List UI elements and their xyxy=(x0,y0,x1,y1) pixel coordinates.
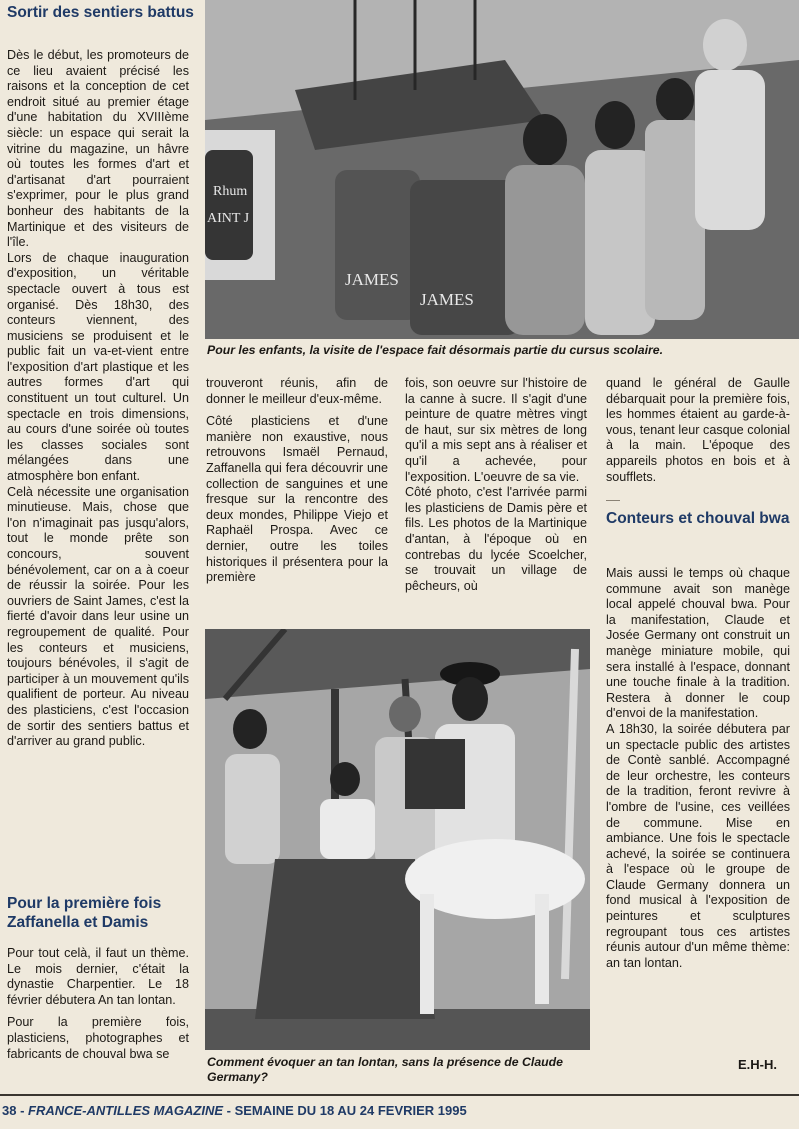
paragraph: trouveront réunis, afin de donner le meilleur d'eux-même. xyxy=(206,376,388,406)
photo-carousel-musicians-image xyxy=(205,629,590,1050)
photo-children-barrels-image xyxy=(205,0,799,339)
paragraph: Pour la première fois, plasticiens, photographes et fabricants de chouval bwa se xyxy=(7,1015,189,1061)
paragraph: Lors de chaque inauguration d'exposition, un véritable spectacle ouvert à tous est organisé. Dès 18h30, des conteurs viennent, des musiciens se produisent et le public fait un va-et-vient entre l'exposition d'art plastique et les autres formes d'art qui constituent un tout culturel. Un spectacle en trois dimensions, au cours d'une soirée où toutes les classes sociales sont mélangées dans une atmosphère bon enfant. xyxy=(7,250,189,484)
column-2-text xyxy=(206,376,388,586)
caption-top-photo: Pour les enfants, la visite de l'espace fait désormais partie du cursus scolaire. xyxy=(207,343,664,357)
barrel-label: Rhum xyxy=(213,184,248,199)
page-number: 38 - xyxy=(2,1103,29,1118)
heading-conteurs: Conteurs et chouval bwa xyxy=(606,510,790,527)
paragraph: Mais aussi le temps où chaque commune avait son manège local appelé chouval bwa. Pour la manifestation, Claude et Josée Germany ont construit un manège miniature mobile, qui sera installé à l'espace, donnant une touche finale à la tradition. Restera à donner le coup d'envoi de la manifestation. xyxy=(606,566,790,721)
paragraph: Celà nécessite une organisation minutieuse. Mais, chose que l'on n'imaginait pas jusqu'alors, tout le monde prête son concours, souvent bénévolement, car on a à coeur de réussir la soirée. Pour les ouvriers de Saint James, c'est la fierté d'avoir dans leur usine un regroupement de qualité. Pour les conteurs et musiciens, toujours bénévoles, il s'agit de participer à un mouvement qu'ils qualifient de porteur. Au niveau des plasticiens, c'est l'occasion de sortir des sentiers battus et d'arriver au grand public. xyxy=(7,484,189,749)
column-1-text xyxy=(7,48,189,750)
column-4-text xyxy=(606,376,790,485)
column-1-text-b xyxy=(7,946,189,1062)
heading-sortir-des-sentiers: Sortir des sentiers battus xyxy=(7,4,194,21)
photo-carousel-musicians xyxy=(205,629,590,1050)
footer-rule xyxy=(0,1094,799,1096)
magazine-name: FRANCE-ANTILLES MAGAZINE xyxy=(28,1103,224,1118)
photo-children-barrels xyxy=(205,0,799,339)
author-signature: E.H-H. xyxy=(738,1057,777,1072)
paragraph: quand le général de Gaulle débarquait pour la première fois, les hommes étaient au garde-à-vous, tenant leur casque colonial à la main. L'époque des appareils photos en bois et à soufflets. xyxy=(606,376,790,484)
column-4-text-b xyxy=(606,566,790,971)
heading-premiere-fois: Pour la première fois Zaffanella et Damis xyxy=(7,895,162,931)
paragraph: Dès le début, les promoteurs de ce lieu avaient précisé les raisons et la conception de cet endroit situé au premier étage d'une habitation du XVIIIème siècle: un espace qui serait la vitrine du magazine, un hâvre où toutes les formes d'art et d'artisanat d'art pourraient s'exprimer, pour le plus grand bonheur des habitants de la Martinique et des visiteurs de l'île. xyxy=(7,48,189,250)
paragraph: fois, son oeuvre sur l'histoire de la canne à sucre. Il s'agit d'une peinture de quatre mètres vingt de haut, sur six mètres de long qu'il a mis sept ans à réaliser et qu'il a achevée, pour l'exposition. L'oeuvre de sa vie. xyxy=(405,376,587,484)
paragraph: Côté photo, c'est l'arrivée parmi les plasticiens de Damis père et fils. Les photos de la Martinique d'antan, à l'époque où en contrebas du lycée Scoelcher, se trouvait un village de pêcheurs, où xyxy=(405,485,587,593)
barrel-label: AINT J xyxy=(207,211,250,226)
barrel-label: JAMES xyxy=(345,270,399,289)
column-3-text xyxy=(405,376,587,594)
caption-bottom-photo: Comment évoquer an tan lontan, sans la présence de Claude Germany? xyxy=(207,1055,564,1084)
issue-week: - SEMAINE DU 18 AU 24 FEVRIER 1995 xyxy=(223,1103,467,1118)
page-footer xyxy=(2,1103,467,1118)
barrel-label: JAMES xyxy=(420,290,474,309)
paragraph: Pour tout celà, il faut un thème. Le mois dernier, c'était la dynastie Charpentier. Le 18 février débutera An tan lontan. xyxy=(7,946,189,1007)
paragraph: A 18h30, la soirée débutera par un spectacle public des artistes de Contè sanblé. Accompagné de leur orchestre, les conteurs de la tradition, feront revivre à l'ombre de l'usine, ces veillées de commune. Mise en ambiance. Une fois le spectacle achevé, la soirée se continuera à l'espace où le groupe de Claude Germany donnera un fond musical à l'exposition de peintures et sculptures regroupant tous ces artistes réunis autour d'un même thème: an tan lontan. xyxy=(606,721,790,970)
section-divider xyxy=(606,500,620,501)
paragraph: Côté plasticiens et d'une manière non exaustive, nous retrouvons Ismaël Pernaud, Zaffanella qui fera découvrir une collection de sanguines et une fresque sur la rencontre des deux mondes, Philippe Viejo et Raphaël Prospa. Avec ce dernier, outre les toiles historiques il présentera pour la première xyxy=(206,414,388,585)
